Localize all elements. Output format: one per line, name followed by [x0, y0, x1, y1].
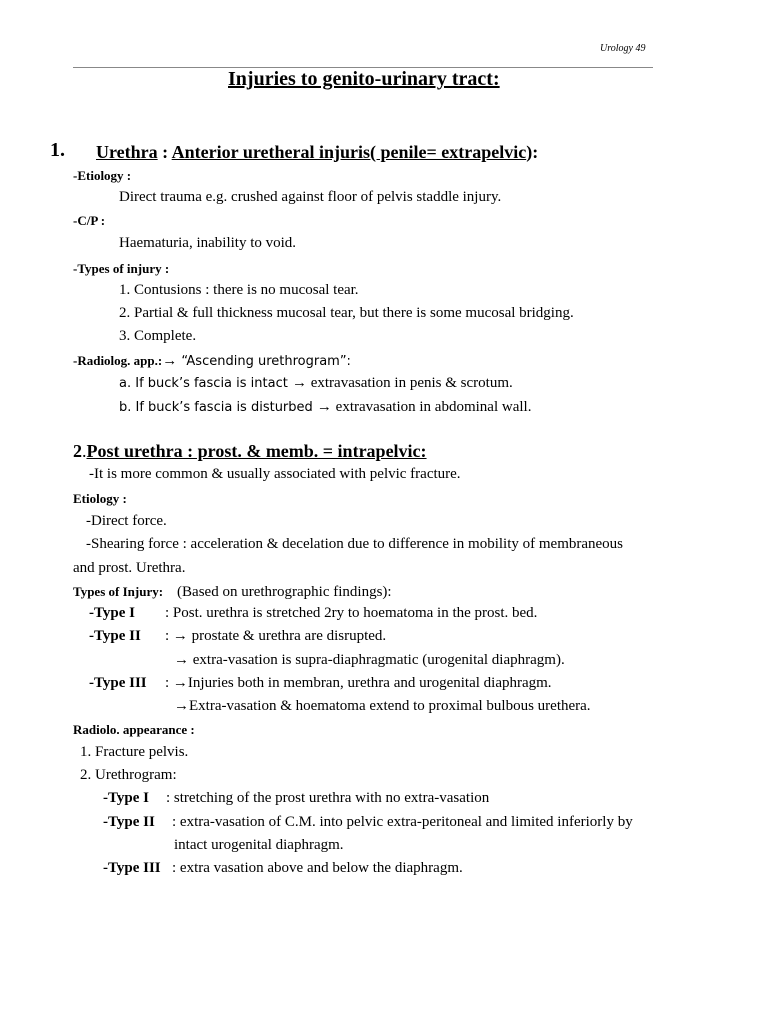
ug-type3-text: : extra vasation above and below the diaphragm. — [172, 860, 463, 876]
types-label: -Types of injury : — [73, 261, 170, 276]
page-number-label: Urology 49 — [600, 43, 646, 54]
type3-text: : →Injuries both in membran, urethra and urogenital diaphragm. — [165, 675, 552, 691]
radiolog-text: “Ascending urethrogram”: — [177, 354, 351, 369]
radiolog-item-suffix: → extravasation in abdominal wall. — [316, 399, 532, 415]
cp-label: -C/P : — [73, 213, 106, 228]
section2-dot: . — [82, 441, 87, 461]
etiology-label: -Etiology : — [73, 168, 132, 183]
list-item: 1. Fracture pelvis. — [80, 744, 189, 760]
type3-text2: →Extra-vasation & hoematoma extend to proximal bulbous urethera. — [174, 698, 591, 714]
radiolog-item-prefix: a. If buck’s fascia is intact — [119, 376, 292, 391]
type2-text: : → prostate & urethra are disrupted. — [165, 628, 387, 644]
type1-text: : Post. urethra is stretched 2ry to hoematoma in the prost. bed. — [165, 605, 538, 621]
ug-type1-label: -Type I — [103, 790, 149, 806]
list-item: 2. Partial & full thickness mucosal tear, but there is some mucosal bridging. — [119, 305, 574, 321]
type1-label: -Type I — [89, 605, 135, 621]
radiolog-item-suffix: → extravasation in penis & scrotum. — [291, 375, 513, 391]
list-item: 3. Complete. — [119, 328, 197, 344]
ug-type2-text: : extra-vasation of C.M. into pelvic extra-peritoneal and limited inferiorly by — [172, 814, 633, 830]
section1-name: Urethra — [96, 142, 158, 162]
ug-type3-label: -Type III — [103, 860, 161, 876]
cp-text: Haematuria, inability to void. — [119, 235, 297, 251]
types2-line — [73, 583, 392, 601]
radiolog-item-prefix: b. If buck’s fascia is disturbed — [119, 400, 317, 415]
radiolog-arrow: → — [162, 353, 178, 369]
section1-title: Anterior uretheral injuris( penile= extrapelvic — [171, 142, 527, 162]
type3-label: -Type III — [89, 675, 147, 691]
section2-title: Post urethra : prost. & memb. = intrapelvic: — [86, 441, 427, 461]
section1-colon: : — [157, 142, 172, 162]
list-item: and prost. Urethra. — [73, 560, 186, 576]
type2-label: -Type II — [89, 628, 141, 644]
types2-note: (Based on urethrographic findings): — [177, 584, 392, 600]
ug-type2-text2: intact urogenital diaphragm. — [174, 837, 344, 853]
section1-title-end: ): — [526, 142, 539, 162]
section1-number: 1. — [50, 139, 65, 161]
list-item: 1. Contusions : there is no mucosal tear. — [119, 282, 359, 298]
types2-label: Types of Injury: — [73, 584, 164, 599]
list-item: 2. Urethrogram: — [80, 767, 177, 783]
section2-heading — [73, 441, 427, 462]
section2-intro: -It is more common & usually associated with pelvic fracture. — [89, 466, 461, 482]
etiology2-label: Etiology : — [73, 491, 127, 506]
list-item — [119, 398, 531, 416]
ug-type2-label: -Type II — [103, 814, 155, 830]
radiolog-label: -Radiolog. app.: — [73, 353, 163, 368]
type2-text2: → extra-vasation is supra-diaphragmatic (urogenital diaphragm). — [174, 652, 565, 668]
section2-number: 2 — [73, 441, 82, 461]
list-item — [119, 374, 513, 392]
section1-heading — [96, 142, 538, 163]
radiolog-line — [73, 352, 351, 370]
etiology-text: Direct trauma e.g. crushed against floor of pelvis staddle injury. — [119, 189, 502, 205]
ug-type1-text: : stretching of the prost urethra with no extra-vasation — [166, 790, 490, 806]
list-item: -Shearing force : acceleration & decelation due to difference in mobility of membraneous — [86, 536, 624, 552]
radiolo-label: Radiolo. appearance : — [73, 722, 195, 737]
page-title: Injuries to genito-urinary tract: — [228, 68, 500, 90]
list-item: -Direct force. — [86, 513, 167, 529]
